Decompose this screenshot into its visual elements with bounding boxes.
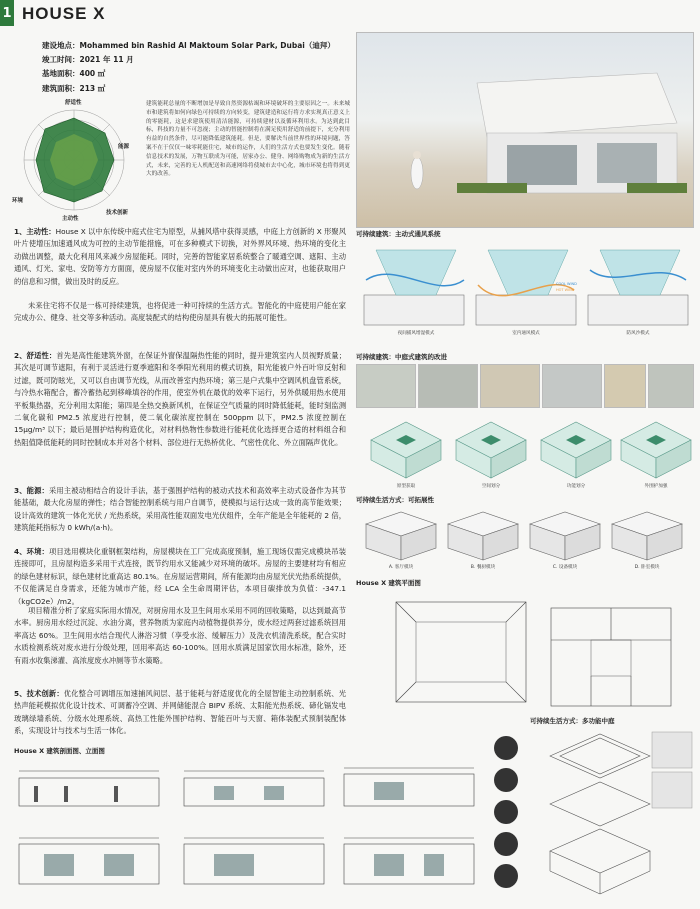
sections-elevations [14,756,484,902]
page-title: HOUSE X [22,4,106,23]
courtyard-photo-4 [542,364,602,408]
courtyard-caption-3: 功能划分 [566,484,586,489]
paragraph-environment-heading: 4、环境： [14,547,49,556]
ventilation-svg [356,240,692,340]
sections-heading: House X 建筑剖面图、立面图 [14,747,105,755]
expand-heading: 可持续生活方式：可拓展性 [356,496,434,504]
paragraph-active-2: 未来住宅将不仅是一栋可持续建筑，也将促进一种可持续的生活方式。智能化的中庭使用户能在家完成办公、健身、社交等多种活动。高度装配式的结构使房屋具有极大的拓展可能性。 [14,301,346,323]
courtyard-caption-1: 原型获取 [396,484,416,489]
paragraph-environment [14,546,346,608]
floor-plan-svg [356,590,692,712]
floor-plans [356,590,692,712]
radar-label-active: 主动性 [62,216,79,222]
paragraph-innovation-text: 优化整合可调增压加速捕风间层、基于能耗与舒适度优化的全屋智能主动控制系统、光热声能耗模拟优化设计技术、可调蓄冷空调、并网储能混合 BIPV 系统、太阳能光热系统、碲化镉发电玻璃绿墙系统、分级水处理系统、高热工性能外围护结构、智能百叶与天窗、箱体装配式预制装配体系，实现设计与技术与生活一体化。 [14,689,347,736]
courtyard-photo-2 [418,364,478,408]
hero-rendering [356,32,694,228]
radar-label-comfort: 舒适性 [65,100,82,106]
courtyard-life-heading: 可持续生活方式：多功能中庭 [530,717,615,725]
expand-svg [356,506,692,564]
paragraph-energy-heading: 3、能源： [14,486,49,495]
intro-text: 建筑能耗总量的不断增加是导致自然资源枯竭和环境破坏的主要原因之一。未来城市和建筑将如何向绿色可持续的方向转变，建筑建造和运行将方求实现真正意义上的零能耗，这是求建筑使用清洁能源，可持续建材以及循环利用水。为达到此目标，科技的力量不可忽视；主动的智能控制将在满足使用舒适的前提下，充分利用有益的自然条件，尽可能降低建筑能耗。但是，要解决当前世界性的环境问题，答案不在于仅仅一味零耗能住宅，城市的运作，人们的生活方式也要发生变化。随着信息技术的发展，万物互联成为可能，居家办公、健身、网络购物成为新的生活方式，未来，完善的无人机配送和高速网络将使城市去中心化，城市环境也将得到更大的改善。 [146,101,350,178]
courtyard-caption-4: 外围护加强 [644,484,668,489]
expand-caption-a: A. 客厅模块 [388,565,414,570]
meta-building-area: 建筑面积：213 ㎡ [42,84,106,93]
radar-label-innovation: 技术创新 [106,210,129,216]
expand-caption-c: C. 设备模块 [552,565,578,570]
courtyard-iso-row [356,410,692,492]
section-number-badge [0,0,14,26]
expand-caption-b: B. 餐厨模块 [470,565,496,570]
paragraph-energy-text: 采用主被动相结合的设计手法，基于强围护结构的被动式技术和高效率主动式设备作为其节能基础，最大化房屋的弹性；结合智能控制系统与用户自调节，使模拟与运行达成一致的高节能效果；设计高效的建筑一体化光伏 / 光热系统，采用高性能双面发电光伏组件，全年产能是全年能耗的 2 倍，建筑能耗指标为 0 kWh/(a·h)。 [14,486,347,533]
section-number: 1 [2,5,12,21]
ventilation-diagrams [356,240,692,340]
expand-caption-d: D. 卧室模块 [634,565,660,570]
paragraph-environment-2: 项目精准分析了家庭实际用水情况，对厨房用水及卫生间用水采用不同的回收策略，以达到最高节水率。厨房用水经过沉淀、水油分离，营养物质为家庭内动植物提供养分，废水经过两套过滤系统回用率高达 60%。卫生间用水结合现代人淋浴习惯（享受水浴、缓解压力）及洗衣机清洗系统，配合实时水质检测系统对废水进行分级处理，回用率高达 60-100%。回用水质满足国家饮用水标准，除外，还有雨水收集涕灌、高浓度废水冲厕等节水策略。 [14,606,346,665]
paragraph-active [14,226,346,288]
courtyard-life-svg [490,726,694,904]
paragraph-comfort [14,350,346,449]
radar-label-energy: 能源 [118,144,130,150]
courtyard-caption-2: 空间划分 [481,484,501,489]
ventilation-heading: 可持续建筑：主动式通风系统 [356,230,441,238]
paragraph-innovation [14,688,346,738]
courtyard-heading: 可持续建筑：中庭式建筑的改进 [356,353,447,361]
courtyard-iso-svg [356,410,692,482]
courtyard-photo-3 [480,364,540,408]
hero-building-svg [357,33,693,227]
meta-location: 建设地点：Mohammed bin Rashid Al Maktoum Solar Park, Dubai（迪拜） [42,41,335,50]
vent-caption-2: 室内通风模式 [512,331,540,336]
paragraph-active-heading: 1、主动性： [14,227,56,236]
paragraph-environment-text: 项目选用模块化重钢框架结构，房屋模块在工厂完成高度预制，施工现场仅需完成模块吊装连接即可，且房屋构造多采用干式连接，既节约用水又能减少对环境的破坏。房屋的主要建材均有相应的绿色建材标识，绿色建材比重高达 80.1%。在房屋运营期间，所有能源均由房屋光伏光热系统提供，不仅能满足自身需求，还能为城市产能，经 LCA 全生命周期评估，本项目碳排放为负值：-347.1（kgCO2e）/m2。 [14,547,347,606]
vent-caption-3: 防风沙模式 [626,331,650,336]
legend-hot: HOT WIND [556,288,575,292]
radar-chart [12,96,142,224]
radar-svg [12,96,142,224]
courtyard-photo-6 [648,364,694,408]
expand-modules [356,506,692,576]
paragraph-energy [14,485,346,535]
plan-heading: House X 建筑平面图 [356,579,421,587]
vent-caption-1: 夜间捕风增湿模式 [397,331,435,336]
paragraph-comfort-text: 首先是高性能建筑外窗，在保证外窗保温隔热性能的同时，提升建筑室内人员视野质量；其次是可调节遮阳，有利于灵活进行夏季遮阳和冬季阳光利用的模式切换，阳光能被户外百叶帘反射和过滤，既可防眩光，又可以自由调节光线，从而改善室内热环境；第三是户式集中空调风机盘管系统，与冷热水箱配合，蓄冷蓄热起到移峰填谷的作用，使室外机在最优的效率下运行，另外供暖用热水使用平板集热器，充分利用太阳能；第四是全热交换新风机，在保证空气质量的同时降低能耗，能时刻监测二氧化碳和 PM2.5 浓度进行控制，使二氧化碳浓度控制在 500ppm 以下，PM2.5 浓度控制在 15μg/m³ 以下；最后是围护结构构造优化，对材料热物性参数进行能耗优化选择更合适的材料组合和热阻值降低能耗的同时控制成本并对各个材料、部位进行无热桥优化、气密性优化、外立面隔声优化。 [14,351,347,447]
meta-completion: 竣工时间：2021 年 11 月 [42,55,134,64]
courtyard-photo-1 [356,364,416,408]
legend-cool: COOL WIND [556,282,577,286]
courtyard-life-diagram [490,726,694,904]
sections-svg [14,756,484,902]
paragraph-innovation-heading: 5、技术创新： [14,689,64,698]
courtyard-photo-5 [604,364,646,408]
paragraph-active-text: House X 以中东传统中庭式住宅为原型，从捕风塔中获得灵感，中庭上方创新的 X 形聚风叶片使增压加速通风成为可控的主动节能措施，可在多种模式下切换，对外界风环境、热环境的变化主动做出调整，最大化利用风来减少房屋能耗。同时，完善的智能家居系统整合了暖通空调、遮阳、主动通风、灯光、家电、安防等方方面面，使房屋不仅能对室内外的环境变化主动做出应对，也能获取用户的信息和习惯，做出及时的反应。 [14,227,347,286]
paragraph-comfort-heading: 2、舒适性： [14,351,57,360]
meta-site-area: 基地面积：400 ㎡ [42,69,106,78]
radar-label-environment: 环境 [12,198,24,204]
